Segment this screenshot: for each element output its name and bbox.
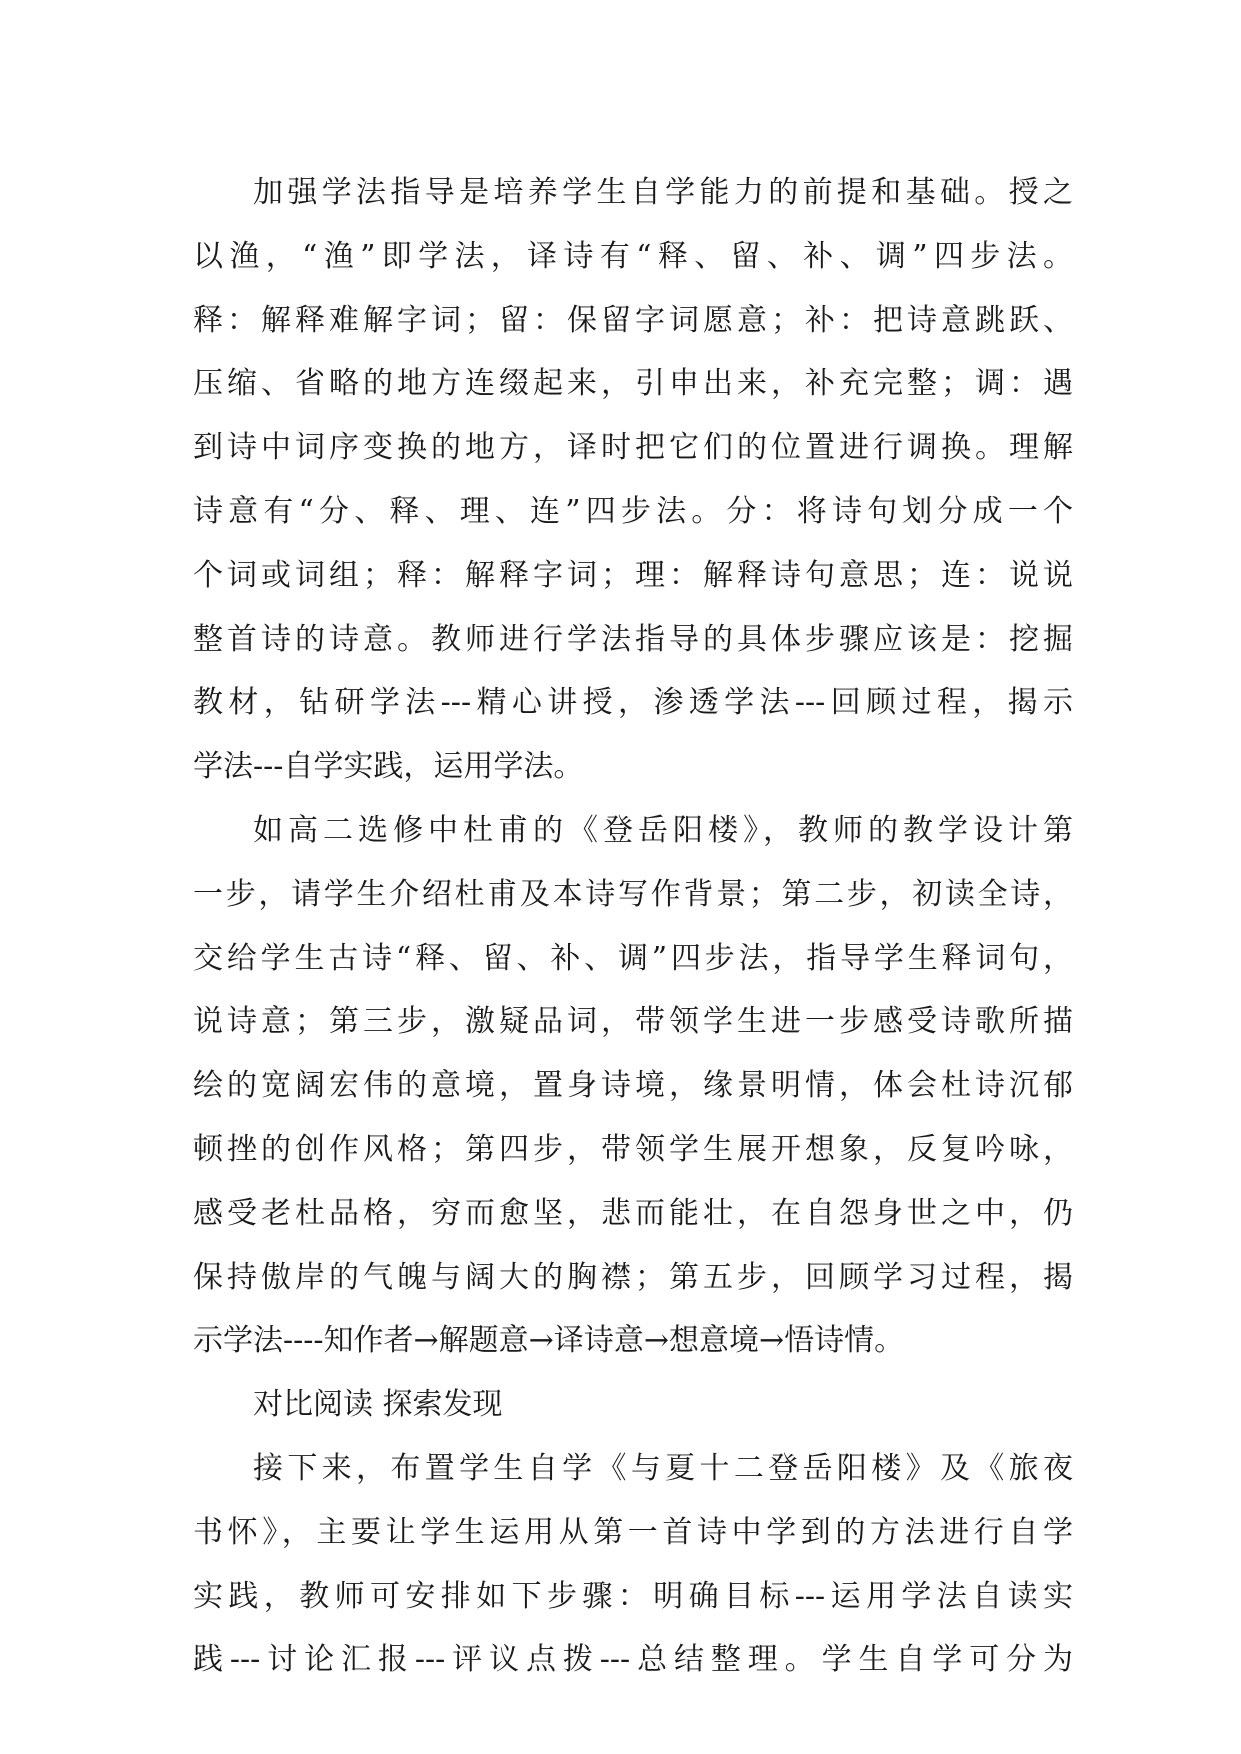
text-line: 说诗意；第三步，激疑品词，带领学生进一步感受诗歌所描 [193,1004,1073,1040]
text-line: 交给学生古诗“释、留、补、调”四步法，指导学生释词句， [193,940,1073,976]
text-line: 书怀》，主要让学生运用从第一首诗中学到的方法进行自学 [193,1514,1073,1550]
text-line: 感受老杜品格，穷而愈坚，悲而能壮，在自怨身世之中，仍 [193,1195,1073,1231]
text-line: 学法---自学实践，运用学法。 [193,749,584,785]
paragraph-first-line: 如高二选修中杜甫的《登岳阳楼》，教师的教学设计第 [253,812,1073,848]
body-text [193,161,1073,1692]
text-line: 顿挫的创作风格；第四步，带领学生展开想象，反复吟咏， [193,1131,1073,1167]
text-line: 压缩、省略的地方连缀起来，引申出来，补充完整；调：遇 [193,366,1073,402]
text-line: 诗意有“分、释、理、连”四步法。分：将诗句划分成一个 [193,493,1073,529]
text-line: 以渔，“渔”即学法，译诗有“释、留、补、调”四步法。 [193,238,1073,274]
text-line: 教材，钻研学法---精心讲授，渗透学法---回顾过程，揭示 [193,685,1073,721]
text-line: 实践，教师可安排如下步骤：明确目标---运用学法自读实 [193,1578,1073,1614]
text-line: 示学法----知作者→解题意→译诗意→想意境→悟诗情。 [193,1323,905,1359]
text-line: 个词或词组；释：解释字词；理：解释诗句意思；连：说说 [193,557,1073,593]
paragraph-first-line: 接下来，布置学生自学《与夏十二登岳阳楼》及《旅夜 [253,1450,1073,1486]
text-line: 保持傲岸的气魄与阔大的胸襟；第五步，回顾学习过程，揭 [193,1259,1073,1295]
paragraph-first-line: 加强学法指导是培养学生自学能力的前提和基础。授之 [253,175,1073,210]
text-line: 绘的宽阔宏伟的意境，置身诗境，缘景明情，体会杜诗沉郁 [193,1068,1073,1104]
text-line: 释：解释难解字词；留：保留字词愿意；补：把诗意跳跃、 [193,302,1073,338]
text-line: 到诗中词序变换的地方，译时把它们的位置进行调换。理解 [193,430,1073,466]
text-line: 一步，请学生介绍杜甫及本诗写作背景；第二步，初读全诗， [193,876,1073,912]
text-line: 践---讨论汇报---评议点拨---总结整理。学生自学可分为 [193,1642,1073,1678]
paragraph-first-line: 对比阅读 探索发现 [253,1387,503,1423]
text-line: 整首诗的诗意。教师进行学法指导的具体步骤应该是：挖掘 [193,621,1073,657]
